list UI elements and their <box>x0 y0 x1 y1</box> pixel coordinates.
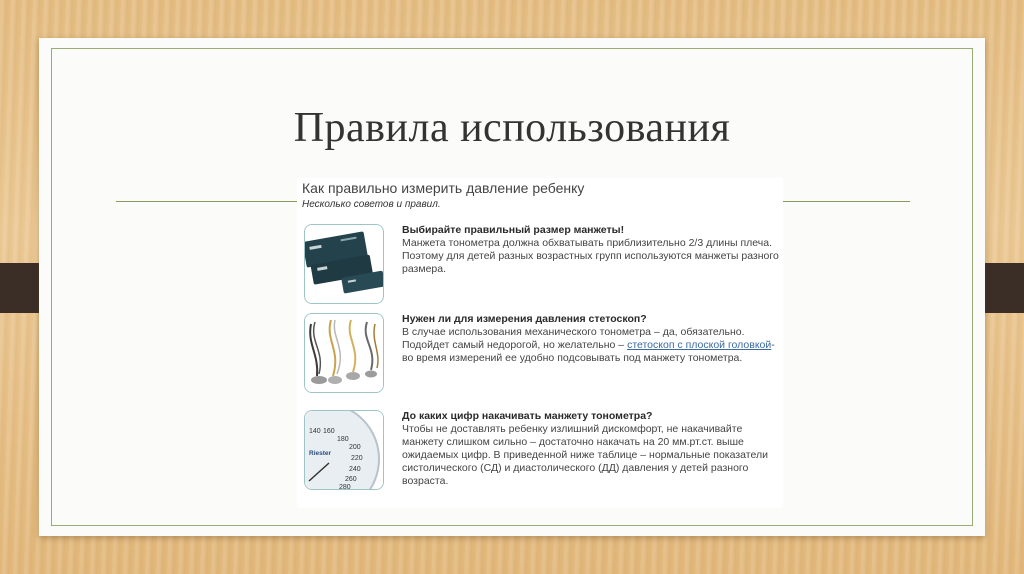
tip-body-start: В случае использования механического тонометра – да, обязательно. Подойдет самый недорогой, но желательно – <box>402 326 745 351</box>
tip-heading: Выбирайте правильный размер манжеты! <box>402 224 625 236</box>
tip-body <box>402 326 786 365</box>
gauge-label: 200 <box>349 444 361 451</box>
title-rule-right <box>782 201 910 202</box>
gauge-label: 160 <box>323 428 335 435</box>
tip-heading: До каких цифр накачивать манжету тонометра? <box>402 410 653 422</box>
article-screenshot <box>297 178 783 508</box>
article-subtitle: Несколько советов и правил. <box>302 199 441 210</box>
tip-text <box>402 313 786 365</box>
tip-body-end: - во время измерений ее удобно подсовывать под манжету тонометра. <box>402 339 775 364</box>
tip-text <box>402 224 786 276</box>
title-rule-left <box>116 201 298 202</box>
stethoscope-link[interactable]: стетоскоп с плоской головкой <box>627 339 772 351</box>
gauge-label: 140 <box>309 428 321 435</box>
gauge-label: 260 <box>345 476 357 483</box>
gauge-image <box>304 410 384 490</box>
gauge-label: 180 <box>337 436 349 443</box>
cuff-image <box>304 224 384 304</box>
slide-title: Правила использования <box>293 105 731 151</box>
tip-heading: Нужен ли для измерения давления стетоскоп? <box>402 313 647 325</box>
tip-body: Чтобы не доставлять ребенку излишний дискомфорт, не накачивайте манжету слишком сильно – достаточно накачать на 20 мм.рт.ст. выше ожидаемых цифр. В приведенной ниже таблице – нормальные показатели систолического (СД) и диастолического (ДД) давления у детей разного возраста. <box>402 423 768 487</box>
tip-body: Манжета тонометра должна обхватывать приблизительно 2/3 длины плеча. Поэтому для детей разных возрастных групп используются манжеты разного размера. <box>402 237 779 275</box>
gauge-label: 240 <box>349 466 361 473</box>
stethoscope-image <box>304 313 384 393</box>
gauge-label: 220 <box>351 455 363 462</box>
gauge-label: 280 <box>339 484 351 489</box>
gauge-brand: Riester <box>309 450 332 457</box>
article-title: Как правильно измерить давление ребенку <box>302 180 585 196</box>
tip-text <box>402 410 786 488</box>
